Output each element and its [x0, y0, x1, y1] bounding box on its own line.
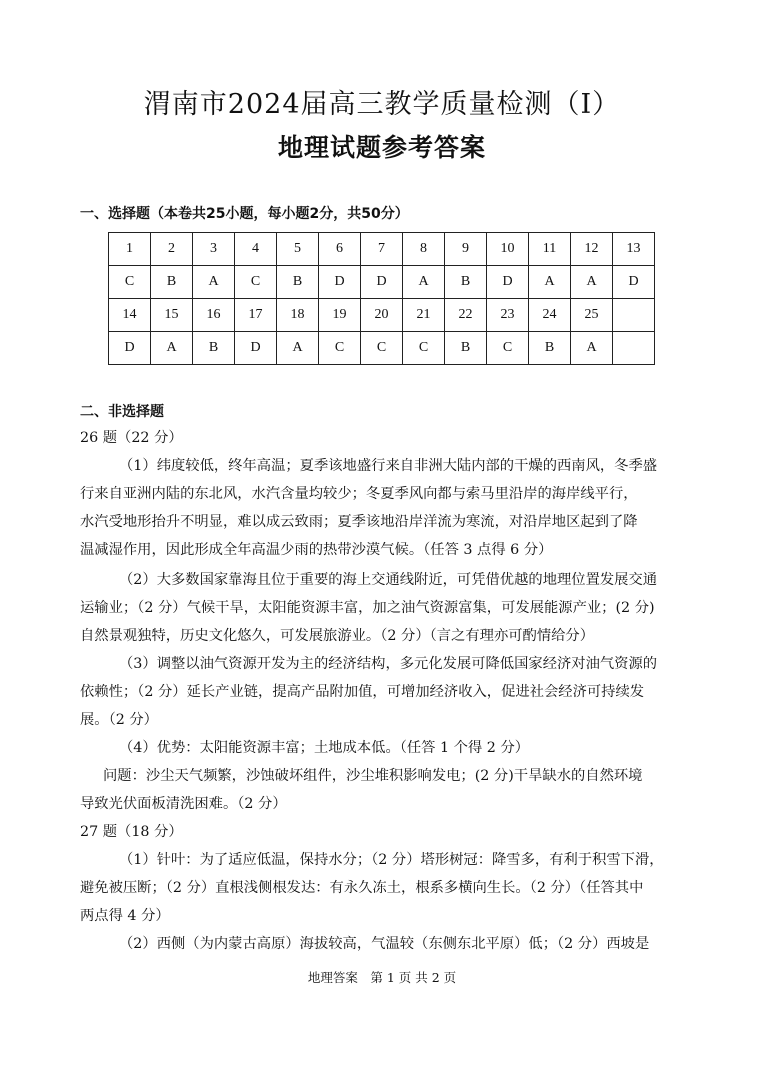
answer-line: 依赖性；（2 分）延长产业链，提高产品附加值，可增加经济收入，促进社会经济可持续发 [80, 684, 645, 700]
question-number-cell [613, 299, 655, 332]
question-number-cell: 16 [193, 299, 235, 332]
question-number-cell: 7 [361, 233, 403, 266]
question-number-cell: 13 [613, 233, 655, 266]
answer-cell: C [109, 266, 151, 299]
question-number-cell: 15 [151, 299, 193, 332]
answer-cell: C [487, 332, 529, 365]
answer-line: 运输业；（2 分）气候干旱，太阳能资源丰富，加之油气资源富集，可发展能源产业；(2 分) [80, 600, 655, 616]
answer-line: 水汽受地形抬升不明显，难以成云致雨；夏季该地沿岸洋流为寒流，对沿岸地区起到了降 [80, 514, 638, 530]
question-number-row [109, 233, 655, 266]
answer-line: 导致光伏面板清洗困难。（2 分） [80, 796, 287, 812]
answer-line: 自然景观独特，历史文化悠久，可发展旅游业。（2 分）（言之有理亦可酌情给分） [80, 628, 595, 644]
section2-heading: 二、非选择题 [80, 404, 164, 420]
question-number-cell: 8 [403, 233, 445, 266]
answer-line: 温减湿作用，因此形成全年高温少雨的热带沙漠气候。（任答 3 点得 6 分） [80, 542, 553, 558]
answer-line: 避免被压断；（2 分）直根浅侧根发达：有永久冻土，根系多横向生长。（2 分）（任答其中 [80, 880, 644, 896]
answer-row [109, 266, 655, 299]
answer-line: （3）调整以油气资源开发为主的经济结构，多元化发展可降低国家经济对油气资源的 [119, 656, 658, 672]
answer-cell: A [529, 266, 571, 299]
answer-cell: D [319, 266, 361, 299]
section1-heading: 一、选择题（本卷共25小题，每小题2分，共50分） [80, 206, 409, 222]
answer-line: （1）针叶：为了适应低温，保持水分；（2 分）塔形树冠：降雪多，有利于积雪下滑， [119, 852, 664, 868]
question-number-cell: 18 [277, 299, 319, 332]
answer-cell: C [235, 266, 277, 299]
answer-line: 展。（2 分） [80, 712, 158, 728]
answer-cell: C [361, 332, 403, 365]
question-number-cell: 4 [235, 233, 277, 266]
answer-cell: A [193, 266, 235, 299]
question-number-cell: 24 [529, 299, 571, 332]
question-number-cell: 10 [487, 233, 529, 266]
answer-row [109, 332, 655, 365]
answer-line: （2）西侧（为内蒙古高原）海拔较高，气温较（东侧东北平原）低；（2 分）西坡是 [119, 936, 650, 952]
page-subtitle: 地理试题参考答案 [277, 133, 486, 162]
question-number-row [109, 299, 655, 332]
page-footer: 地理答案 第 1 页 共 2 页 [307, 970, 457, 985]
answer-cell: A [277, 332, 319, 365]
answer-cell: A [571, 332, 613, 365]
question-number-cell: 21 [403, 299, 445, 332]
answer-cell: C [319, 332, 361, 365]
answer-cell: B [529, 332, 571, 365]
question-number-cell: 11 [529, 233, 571, 266]
answer-cell: D [361, 266, 403, 299]
question-number-cell: 1 [109, 233, 151, 266]
question-number-cell: 17 [235, 299, 277, 332]
answer-cell: D [235, 332, 277, 365]
answer-cell: B [193, 332, 235, 365]
answer-line: （2）大多数国家靠海且位于重要的海上交通线附近，可凭借优越的地理位置发展交通 [119, 572, 658, 588]
question-number-cell: 14 [109, 299, 151, 332]
answer-cell: A [151, 332, 193, 365]
question-number-cell: 25 [571, 299, 613, 332]
answer-cell: B [445, 332, 487, 365]
question-number-cell: 6 [319, 233, 361, 266]
answer-cell: A [571, 266, 613, 299]
question-number-cell: 22 [445, 299, 487, 332]
answer-line: 行来自亚洲内陆的东北风，水汽含量均较少；冬夏季风向都与索马里沿岸的海岸线平行， [80, 486, 638, 502]
answer-cell: A [403, 266, 445, 299]
answer-cell [613, 332, 655, 365]
answer-cell: B [277, 266, 319, 299]
question-number-cell: 9 [445, 233, 487, 266]
answer-line: 26 题（22 分） [80, 430, 183, 446]
answer-table [108, 232, 655, 365]
answer-line: （4）优势：太阳能资源丰富；土地成本低。（任答 1 个得 2 分） [119, 740, 530, 756]
answer-line: （1）纬度较低，终年高温；夏季该地盛行来自非洲大陆内部的干燥的西南风，冬季盛 [119, 458, 658, 474]
question-number-cell: 12 [571, 233, 613, 266]
question-number-cell: 19 [319, 299, 361, 332]
answer-cell: D [109, 332, 151, 365]
question-number-cell: 3 [193, 233, 235, 266]
question-number-cell: 23 [487, 299, 529, 332]
answer-line: 问题：沙尘天气频繁，沙蚀破坏组件，沙尘堆积影响发电；(2 分)干旱缺水的自然环境 [103, 768, 643, 784]
question-number-cell: 5 [277, 233, 319, 266]
answer-cell: C [403, 332, 445, 365]
page-title: 渭南市2024届高三教学质量检测（Ⅰ） [143, 89, 621, 120]
answer-line: 两点得 4 分） [80, 908, 170, 924]
answer-cell: B [151, 266, 193, 299]
answer-cell: B [445, 266, 487, 299]
question-number-cell: 20 [361, 299, 403, 332]
answer-cell: D [487, 266, 529, 299]
answer-line: 27 题（18 分） [80, 824, 183, 840]
answer-cell: D [613, 266, 655, 299]
question-number-cell: 2 [151, 233, 193, 266]
